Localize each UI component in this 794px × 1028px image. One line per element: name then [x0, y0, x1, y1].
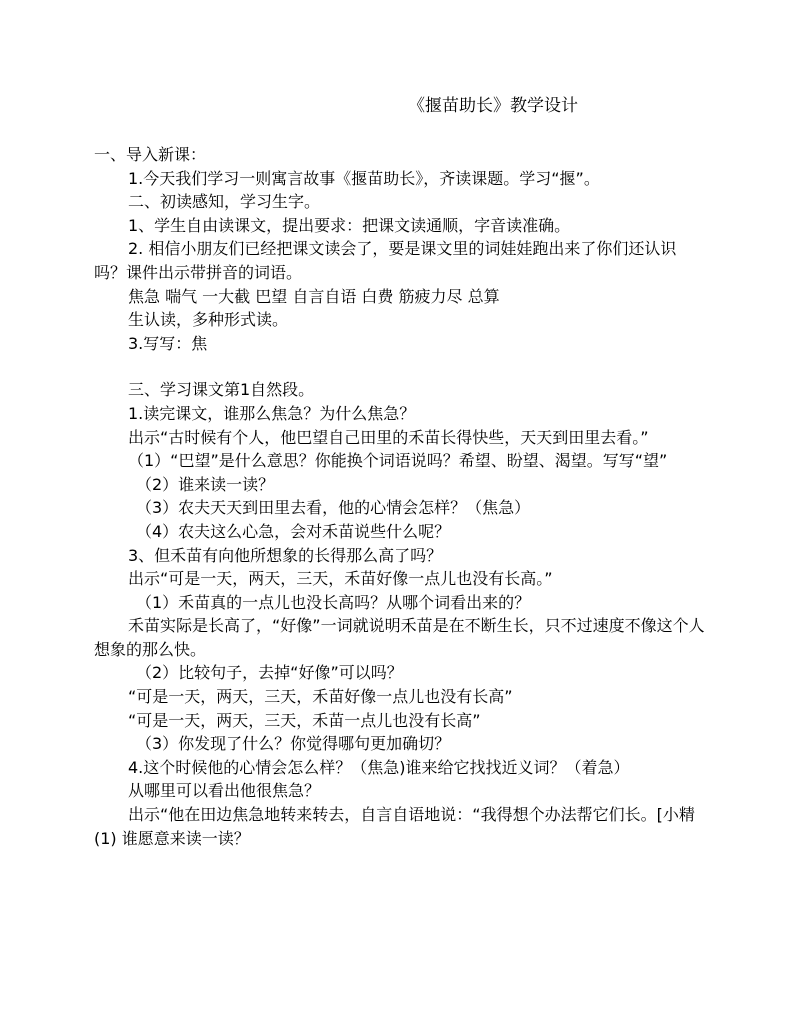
vocabulary-list: 焦急 喘气 一大截 巴望 自言自语 白费 筋疲力尽 总算: [128, 286, 500, 306]
section-heading-reading: 二、初读感知，学习生字。: [128, 192, 321, 212]
paragraph: （3）农夫天天到田里去看，他的心情会怎样？（焦急）: [136, 498, 531, 518]
paragraph: “可是一天，两天，三天，禾苗好像一点儿也没有长高”: [128, 687, 513, 707]
document-title: 《揠苗助长》教学设计: [408, 96, 578, 116]
paragraph: 生认读，多种形式读。: [128, 310, 289, 330]
paragraph: 1.今天我们学习一则寓言故事《揠苗助长》，齐读课题。学习“揠”。: [128, 168, 600, 188]
paragraph: (1) 谁愿意来读一读？: [94, 828, 250, 848]
paragraph: （3）你发现了什么？你觉得哪句更加确切？: [136, 734, 451, 754]
paragraph: “可是一天，两天，三天，禾苗一点儿也没有长高”: [128, 710, 481, 730]
section-heading-paragraph-one: 三、学习课文第1自然段。: [128, 380, 315, 400]
paragraph: 3、但禾苗有向他所想象的长得那么高了吗？: [128, 545, 443, 565]
paragraph: 从哪里可以看出他很焦急？: [128, 781, 321, 801]
paragraph: 出示“可是一天，两天，三天，禾苗好像一点儿也没有长高。”: [128, 569, 553, 589]
document-body: [94, 143, 706, 850]
paragraph: （1）“巴望”是什么意思？你能换个词语说吗？希望、盼望、渴望。写写“望”: [128, 451, 668, 471]
paragraph: 1.读完课文，谁那么焦急？为什么焦急？: [128, 403, 416, 423]
paragraph: （1）禾苗真的一点儿也没长高吗？从哪个词看出来的？: [136, 592, 531, 612]
paragraph: 出示“古时候有个人，他巴望自己田里的禾苗长得快些，天天到田里去看。”: [128, 427, 649, 447]
paragraph: （2）谁来读一读？: [136, 474, 275, 494]
section-heading-intro: 一、导入新课：: [94, 145, 207, 164]
paragraph: 出示“他在田边焦急地转来转去，自言自语地说：“我得想个办法帮它们长。[小精: [128, 805, 695, 825]
paragraph: （2）比较句子，去掉“好像”可以吗？: [136, 663, 403, 683]
paragraph: 3.写写：焦: [128, 333, 208, 353]
paragraph: 1、学生自由读课文，提出要求：把课文读通顺，字音读准确。: [128, 215, 571, 235]
paragraph: 禾苗实际是长高了，“好像”一词就说明禾苗是在不断生长，只不过速度不像这个人想象的那么快。: [94, 616, 705, 659]
spacer: [94, 355, 706, 378]
paragraph: 4.这个时候他的心情会怎么样？（焦急)谁来给它找找近义词？（着急）: [128, 757, 630, 777]
paragraph: （4）农夫这么心急，会对禾苗说些什么呢？: [136, 521, 451, 541]
paragraph: 2. 相信小朋友们已经把课文读会了，要是课文里的词娃娃跑出来了你们还认识吗？课件出示带拼音的词语。: [94, 239, 677, 282]
